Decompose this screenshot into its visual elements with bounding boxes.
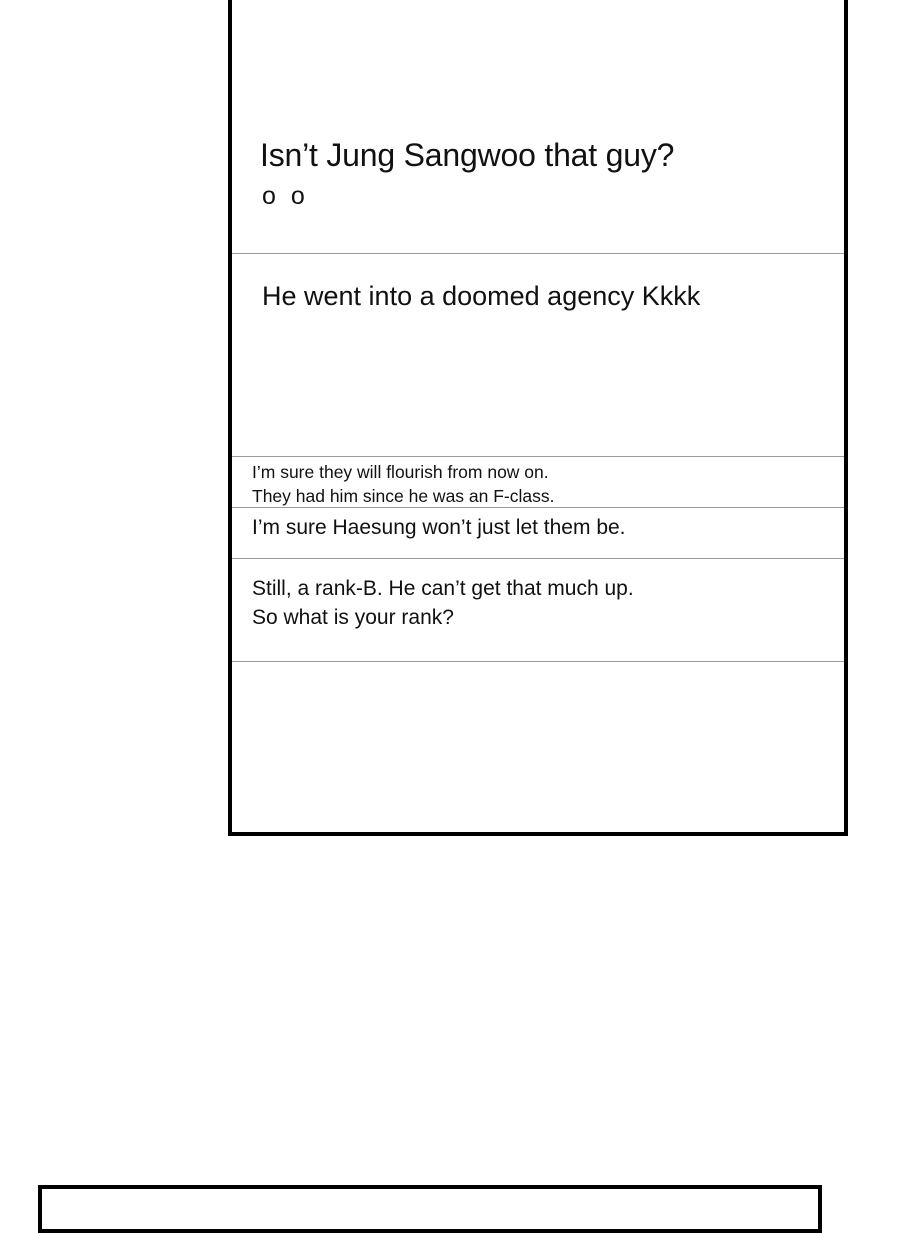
comment-5-line-1: Still, a rank-B. He can’t get that much up. (252, 577, 634, 600)
comment-5-line-2: So what is your rank? (252, 606, 454, 629)
comment-1-subtext: o o (262, 182, 309, 210)
comment-divider (232, 253, 844, 254)
comment-divider (232, 661, 844, 662)
comment-divider (232, 558, 844, 559)
comment-3 (252, 460, 555, 508)
comment-3-line-1: I’m sure they will flourish from now on. (252, 462, 549, 482)
comment-1-text: Isn’t Jung Sangwoo that guy? (260, 137, 675, 173)
comment-5 (252, 574, 634, 632)
comment-divider (232, 456, 844, 457)
comment-divider (232, 507, 844, 508)
comment-4-text: I’m sure Haesung won’t just let them be. (252, 516, 626, 539)
comment-2-text: He went into a doomed agency Kkkk (262, 281, 701, 311)
comment-panel (228, 0, 848, 836)
next-panel-border (38, 1185, 822, 1233)
comment-3-line-2: They had him since he was an F-class. (252, 486, 555, 506)
